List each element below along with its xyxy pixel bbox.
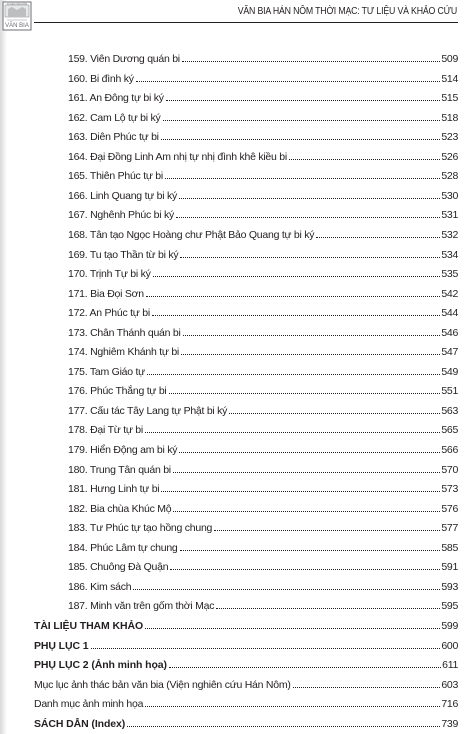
toc-entry[interactable]	[68, 187, 458, 202]
toc-entry-title: 166. Linh Quang tự bi ký	[68, 189, 178, 202]
toc-section[interactable]	[34, 637, 458, 652]
toc-entry[interactable]	[68, 128, 458, 143]
dot-leader	[91, 648, 441, 649]
dot-leader	[145, 706, 440, 707]
dot-leader	[289, 159, 440, 160]
toc-entry-title: 167. Nghênh Phúc bi ký	[68, 209, 174, 222]
toc-page-number: 515	[441, 92, 458, 105]
dot-leader	[229, 413, 440, 414]
dot-leader	[173, 511, 440, 512]
toc-section[interactable]	[34, 617, 458, 632]
toc-entry[interactable]	[68, 89, 458, 104]
toc-entry[interactable]	[68, 226, 458, 241]
dot-leader	[169, 393, 441, 394]
toc-page-number: 611	[442, 659, 458, 672]
toc-page-number: 599	[441, 619, 458, 632]
toc-entry-title: 160. Bi đình ký	[68, 72, 134, 85]
toc-page-number: 530	[441, 189, 458, 202]
dot-leader	[181, 354, 440, 355]
toc-page-number: 526	[441, 150, 458, 163]
toc-entry-title: 178. Đại Từ tự bi	[68, 424, 143, 437]
dot-leader	[183, 335, 441, 336]
toc-entry[interactable]	[68, 109, 458, 124]
running-header-title: VĂN BIA HÁN NÔM THỜI MẠC: TƯ LIỆU VÀ KHẢO CỨU	[237, 6, 457, 17]
toc-page-number: 518	[441, 111, 458, 124]
toc-entry[interactable]	[68, 578, 458, 593]
dot-leader	[316, 237, 440, 238]
toc-page-number: 577	[441, 522, 458, 535]
dot-leader	[179, 198, 440, 199]
dot-leader	[293, 687, 441, 688]
toc-page-number: 739	[441, 717, 458, 730]
svg-text:VĂN BIA: VĂN BIA	[5, 23, 29, 29]
toc-entry-title: 169. Tu tạo Thần từ bi ký	[68, 248, 179, 261]
toc-entry-title: SÁCH DẪN (Index)	[34, 717, 126, 730]
toc-entry-title: 163. Diên Phúc tự bi	[68, 131, 159, 144]
dot-leader	[180, 257, 440, 258]
dot-leader	[176, 217, 440, 218]
dot-leader	[170, 569, 440, 570]
page-gutter-shadow	[0, 0, 7, 734]
toc-subsection[interactable]	[34, 695, 458, 710]
toc-entry[interactable]	[68, 167, 458, 182]
toc-entry-title: 170. Trịnh Tự bi ký	[68, 268, 151, 281]
header-rule	[34, 22, 458, 23]
toc-page-number: 566	[441, 444, 458, 456]
toc-page-number: 716	[441, 698, 458, 711]
toc-page-number: 528	[441, 170, 458, 183]
toc-page-number: 535	[441, 268, 458, 281]
toc-entry[interactable]	[68, 265, 458, 280]
dot-leader	[153, 276, 441, 277]
toc-entry-title: 185. Chuông Đà Quận	[68, 561, 169, 574]
toc-entry-title: 182. Bia chùa Khúc Mộ	[68, 502, 172, 515]
dot-leader	[173, 472, 440, 473]
toc-entry[interactable]	[68, 441, 458, 456]
toc-entry-title: 161. An Đông tự bi ký	[68, 92, 164, 105]
toc-page-number: 570	[441, 463, 458, 476]
toc-page-number: 523	[441, 131, 458, 144]
dot-leader	[127, 726, 440, 727]
book-logo	[2, 1, 32, 31]
toc-page-number: 551	[441, 385, 458, 398]
toc-entry-title: Mục lục ảnh thác bản văn bia (Viện nghiên cứu Hán Nôm)	[34, 678, 291, 691]
toc-entry[interactable]	[68, 324, 458, 339]
toc-entry[interactable]	[68, 206, 458, 221]
toc-entry-title: 186. Kim sách	[68, 580, 132, 593]
toc-entry[interactable]	[68, 285, 458, 300]
toc-entry-title: 187. Minh văn trên gốm thời Mạc	[68, 600, 215, 613]
toc-entry-title: 174. Nghiêm Khánh tự bi	[68, 346, 180, 359]
toc-page-number: 585	[441, 541, 458, 554]
toc-entry-title: 168. Tân tạo Ngọc Hoàng chư Phật Bảo Quang tự bi ký	[68, 228, 315, 241]
toc-page-number: 576	[441, 502, 458, 515]
dot-leader	[179, 452, 440, 453]
toc-entry[interactable]	[68, 382, 458, 397]
dot-leader	[145, 432, 440, 433]
dot-leader	[161, 491, 440, 492]
toc-section[interactable]	[34, 715, 458, 730]
toc-page-number: 547	[441, 346, 458, 359]
dot-leader	[146, 296, 441, 297]
dot-leader	[163, 120, 441, 121]
toc-entry[interactable]	[68, 539, 458, 554]
toc-entry[interactable]	[68, 597, 458, 612]
toc-page-number: 531	[441, 209, 458, 222]
toc-page-number: 603	[441, 678, 458, 691]
toc-entry[interactable]	[68, 500, 458, 515]
toc-page-number: 542	[441, 287, 458, 300]
dot-leader	[216, 608, 440, 609]
toc-entry-title: 165. Thiên Phúc tự bi	[68, 170, 163, 183]
toc-entry-title: 183. Tư Phúc tự tạo hồng chung	[68, 522, 213, 535]
toc-page-number: 514	[441, 72, 458, 85]
toc-entry-title: PHỤ LỤC 2 (Ảnh minh họa)	[34, 659, 167, 672]
toc-page-number: 591	[441, 561, 458, 574]
toc-page-number: 534	[441, 248, 458, 261]
toc-entry[interactable]	[68, 343, 458, 358]
toc-entry[interactable]	[68, 421, 458, 436]
dot-leader	[161, 139, 441, 140]
toc-page-number: 549	[441, 365, 458, 378]
toc-entry-title: TÀI LIỆU THAM KHẢO	[34, 619, 144, 632]
toc-entry-title: 181. Hưng Linh tự bi	[68, 483, 160, 496]
toc-page-number: 565	[441, 424, 458, 437]
toc-entry[interactable]	[68, 480, 458, 495]
dot-leader	[147, 374, 440, 375]
toc-page-number: 593	[441, 580, 458, 593]
dot-leader	[180, 550, 441, 551]
toc-entry-title: 173. Chân Thánh quán bi	[68, 326, 181, 339]
toc-page-number: 600	[441, 639, 458, 652]
dot-leader	[166, 100, 441, 101]
toc-entry-title: 162. Cam Lộ tự bi ký	[68, 111, 161, 124]
toc-page-number: 573	[441, 483, 458, 496]
dot-leader	[165, 178, 440, 179]
toc-page-number: 532	[441, 228, 458, 241]
dot-leader	[182, 61, 440, 62]
toc-entry[interactable]	[68, 402, 458, 417]
dot-leader	[214, 530, 440, 531]
toc-page-number: 563	[441, 404, 458, 417]
toc-entry[interactable]	[68, 50, 458, 65]
toc-entry-title: 177. Cấu tác Tây Lang tự Phật bi ký	[68, 404, 228, 417]
svg-text:DI SẢN HÁN NÔM: DI SẢN HÁN NÔM	[7, 3, 27, 6]
toc-section[interactable]	[34, 656, 458, 671]
toc-entry[interactable]	[68, 461, 458, 476]
dot-leader	[152, 315, 440, 316]
toc-entry-title: Danh mục ảnh minh họa	[34, 698, 144, 711]
toc-entry[interactable]	[68, 363, 458, 378]
dot-leader	[169, 667, 441, 668]
toc-entry-title: 175. Tam Giáo tự	[68, 365, 145, 378]
toc-page-number: 546	[441, 326, 458, 339]
toc-subsection[interactable]	[34, 676, 458, 691]
toc-entry[interactable]	[68, 70, 458, 85]
toc-entry-title: PHỤ LỤC 1	[34, 639, 89, 652]
dot-leader	[145, 628, 440, 629]
toc-entry[interactable]	[68, 246, 458, 261]
toc-entry[interactable]	[68, 148, 458, 163]
dot-leader	[133, 589, 440, 590]
toc-entry-title: 159. Viên Dương quán bi	[68, 53, 180, 65]
toc-page-number: 595	[441, 600, 458, 613]
toc-entry-title: 179. Hiển Động am bi ký	[68, 444, 178, 456]
toc-entry[interactable]	[68, 558, 458, 573]
toc-entry[interactable]	[68, 304, 458, 319]
toc-page-number: 509	[441, 53, 458, 65]
toc-entry-title: 164. Đại Đồng Linh Am nhị tự nhị đình khê kiều bi	[68, 150, 287, 163]
toc-entry-title: 180. Trung Tân quán bi	[68, 463, 171, 476]
toc-entry-title: 172. An Phúc tự bi	[68, 307, 150, 320]
toc-entry-title: 171. Bia Đọi Sơn	[68, 287, 144, 300]
toc-page-number: 544	[441, 307, 458, 320]
dot-leader	[136, 81, 441, 82]
toc-entry-title: 176. Phúc Thắng tự bi	[68, 385, 167, 398]
toc-entry-title: 184. Phúc Lâm tự chung	[68, 541, 178, 554]
toc-entry[interactable]	[68, 519, 458, 534]
